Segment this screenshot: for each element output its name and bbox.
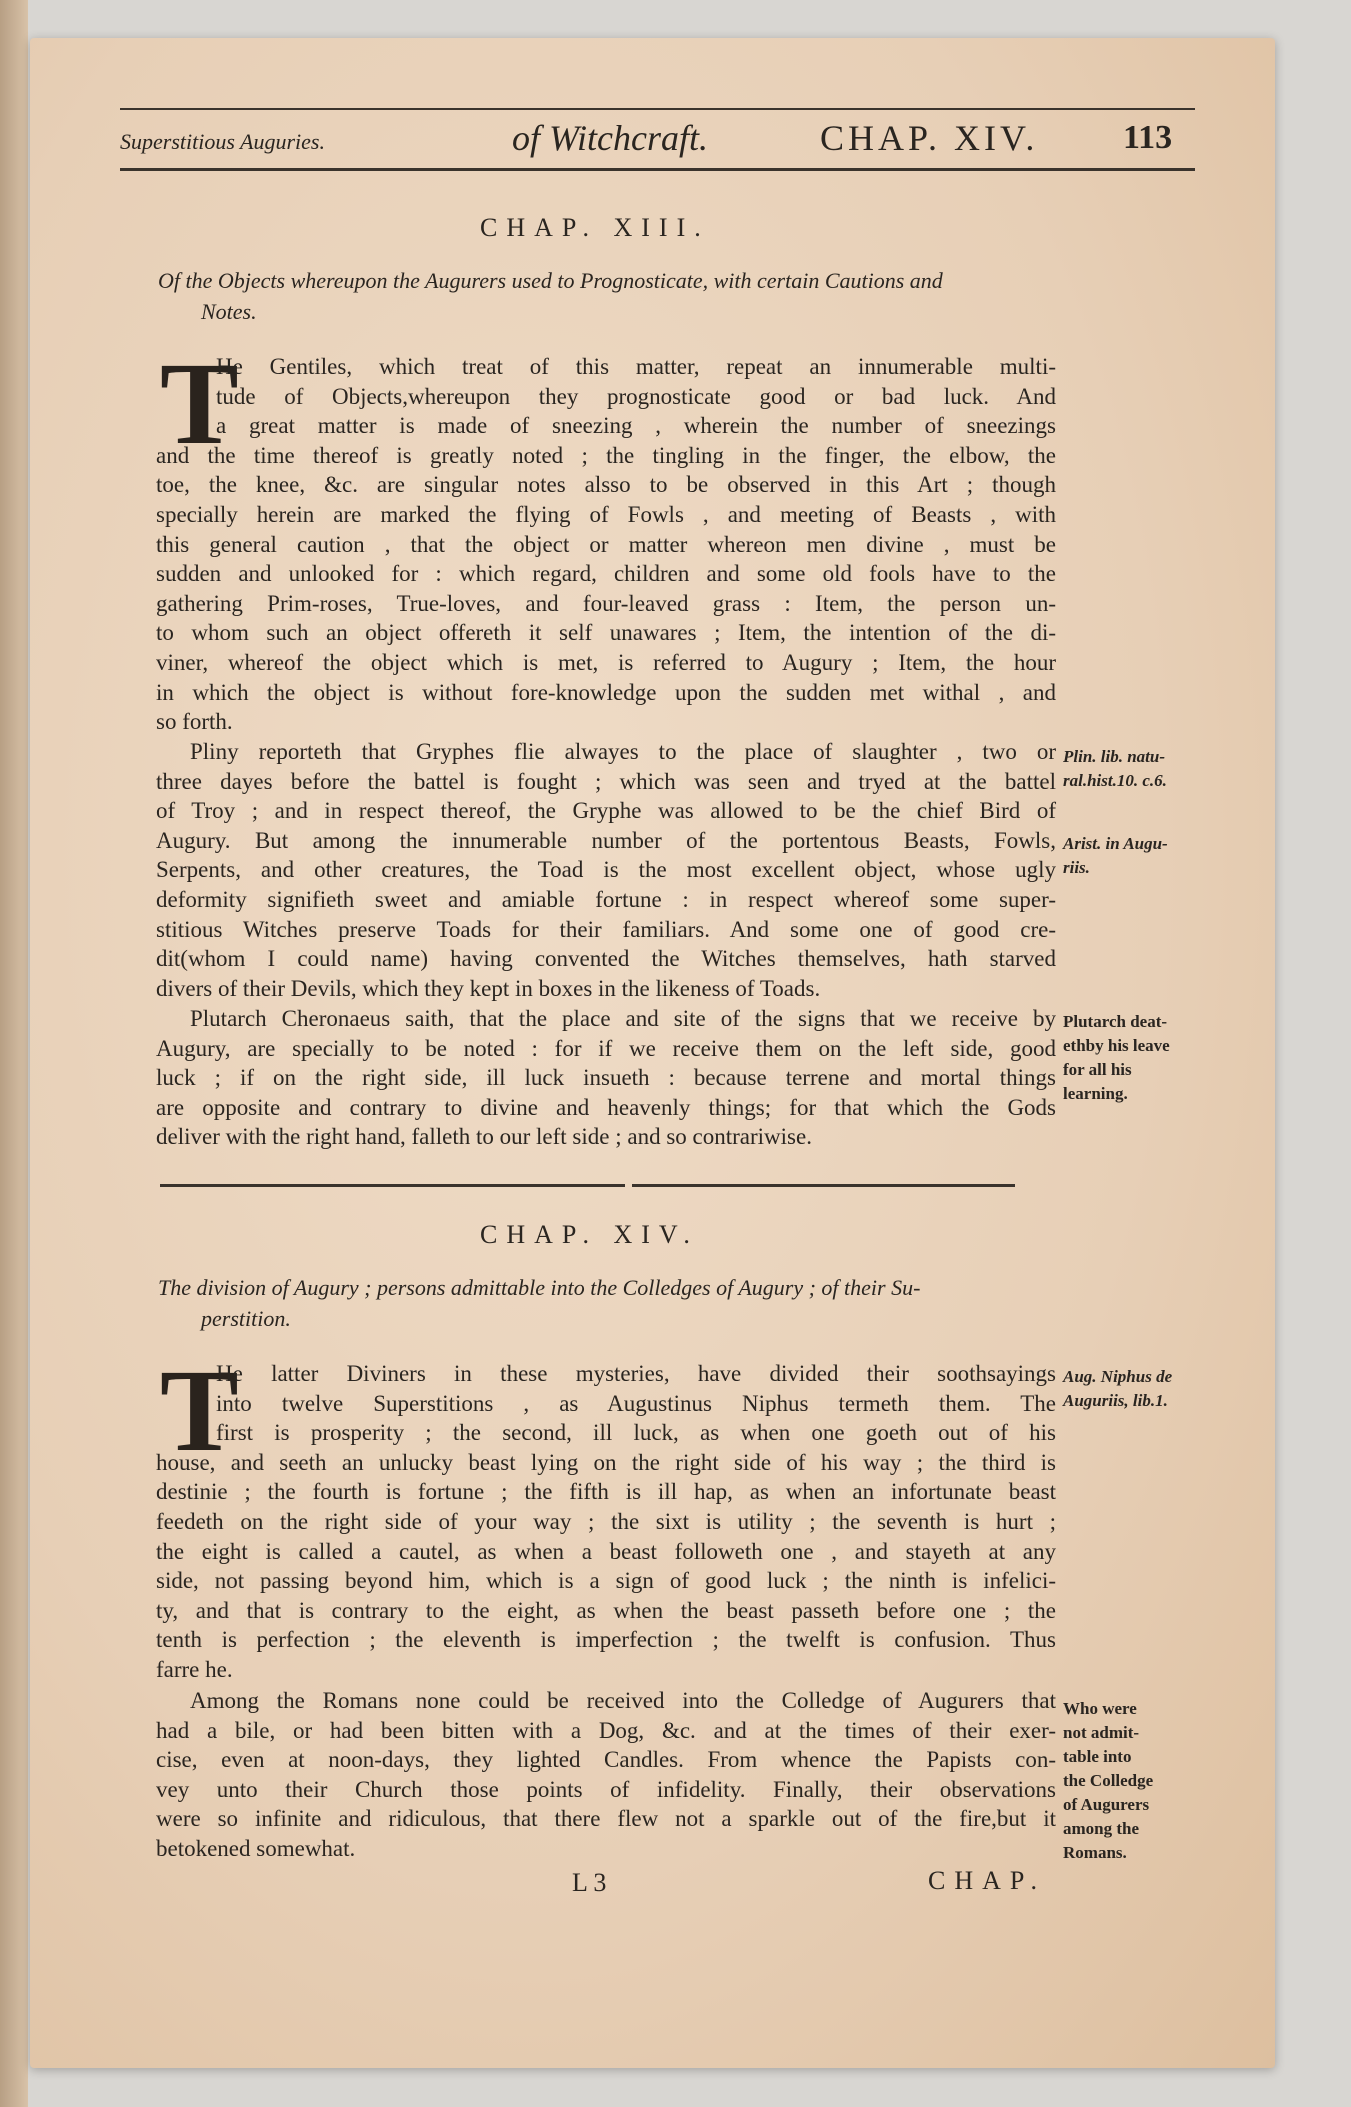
text-line: He latter Diviners in these mysteries, have divided their soothsayings xyxy=(216,1361,1056,1386)
text-line: stitious Witches preserve Toads for their familiars. And some one of good cre- xyxy=(156,916,1056,942)
margin-note-line: Aug. Niphus de xyxy=(1063,1367,1173,1386)
adjacent-page-edge xyxy=(0,0,28,2107)
text-line: deformity signifieth sweet and amiable fortune : in respect whereof some super- xyxy=(156,886,1056,912)
text-line: a great matter is made of sneezing , wherein the number of sneezings xyxy=(216,413,1056,439)
section-divider xyxy=(632,1184,1015,1187)
text-line: luck ; if on the right side, ill luck insueth : because terrene and mortal things xyxy=(156,1065,1056,1091)
chapter-13-title: CHAP. XIII. xyxy=(480,213,710,242)
section-divider xyxy=(160,1184,625,1187)
margin-note-line: riis. xyxy=(1063,858,1090,877)
text-line: farre he. xyxy=(156,1656,233,1682)
summary-line: The division of Augury ; persons admittable into the Colledges of Augury ; of their Su- xyxy=(158,1275,921,1300)
margin-note-line: learning. xyxy=(1063,1084,1128,1103)
signature-mark: L 3 xyxy=(572,1868,607,1897)
summary-line: Notes. xyxy=(201,299,257,324)
chapter-14-paragraph-1 xyxy=(156,1359,1056,1685)
text-line: and the time thereof is greatly noted ; the tingling in the finger, the elbow, the xyxy=(156,442,1056,468)
text-line: tude of Objects,whereupon they prognosticate good or bad luck. And xyxy=(216,383,1056,409)
text-line: destinie ; the fourth is fortune ; the fifth is ill hap, as when an infortunate beast xyxy=(156,1479,1056,1505)
text-line: this general caution , that the object or matter whereon men divine , must be xyxy=(156,531,1056,557)
margin-note-line: Auguriis, lib.1. xyxy=(1063,1391,1168,1410)
text-line: sudden and unlooked for : which regard, children and some old fools have to the xyxy=(156,561,1056,587)
text-line: viner, whereof the object which is met, is referred to Augury ; Item, the hour xyxy=(156,649,1056,675)
margin-note-line: for all his xyxy=(1063,1060,1132,1079)
margin-note-line: Who were xyxy=(1063,1699,1137,1718)
text-line: into twelve Superstitions , as Augustinus Niphus termeth them. The xyxy=(216,1390,1056,1416)
margin-note-pliny xyxy=(1063,745,1213,793)
text-line: were so infinite and ridiculous, that there flew not a sparkle out of the fire,but it xyxy=(156,1806,1056,1832)
chapter-13-paragraph-2 xyxy=(156,737,1056,1003)
text-line: side, not passing beyond him, which is a sign of good luck ; the ninth is infelici- xyxy=(156,1568,1056,1594)
text-line: deliver with the right hand, falleth to our left side ; and so contrariwise. xyxy=(156,1124,812,1150)
chapter-13-paragraph-3 xyxy=(156,1004,1056,1152)
text-line: Serpents, and other creatures, the Toad is the most excellent object, whose ugly xyxy=(156,857,1056,883)
text-line: gathering Prim-roses, True-loves, and four-leaved grass : Item, the person un- xyxy=(156,590,1056,616)
catchword: CHAP. xyxy=(928,1866,1046,1895)
text-line: specially herein are marked the flying of Fowls , and meeting of Beasts , with xyxy=(156,501,1056,527)
margin-note-line: among the xyxy=(1063,1819,1140,1838)
text-line: feedeth on the right side of your way ; the sixt is utility ; the seventh is hurt ; xyxy=(156,1508,1056,1534)
text-line: Plutarch Cheronaeus saith, that the place and site of the signs that we receive by xyxy=(190,1006,1056,1031)
text-line: so forth. xyxy=(156,709,233,735)
chapter-13-paragraph-1 xyxy=(156,352,1056,737)
margin-note-aristotle xyxy=(1063,832,1213,880)
text-line: house, and seeth an unlucky beast lying on the right side of his way ; the third is xyxy=(156,1449,1056,1475)
chapter-14-summary xyxy=(158,1272,1053,1334)
text-line: He Gentiles, which treat of this matter, repeat an innumerable multi- xyxy=(216,354,1056,379)
running-title: Superstitious Auguries. xyxy=(120,129,325,154)
text-line: in which the object is without fore-knowledge upon the sudden met withal , and xyxy=(156,679,1056,705)
summary-line: Of the Objects whereupon the Augurers used to Prognosticate, with certain Cautions and xyxy=(158,268,943,293)
page-number: 113 xyxy=(1123,119,1173,156)
header-rule-bottom xyxy=(120,168,1195,171)
margin-note-line: Plin. lib. natu- xyxy=(1063,747,1166,766)
text-line: ty, and that is contrary to the eight, as when the beast passeth before one ; the xyxy=(156,1597,1056,1623)
drop-cap: T xyxy=(160,1345,239,1476)
margin-note-line: of Augurers xyxy=(1063,1795,1150,1814)
margin-note-romans xyxy=(1063,1697,1213,1865)
chapter-14-paragraph-2 xyxy=(156,1686,1056,1864)
margin-note-line: Romans. xyxy=(1063,1843,1127,1862)
header-rule-top xyxy=(120,108,1195,110)
chapter-14-title: CHAP. XIV. xyxy=(480,1220,699,1249)
text-line: are opposite and contrary to divine and heavenly things; for that which the Gods xyxy=(156,1094,1056,1120)
text-line: Among the Romans none could be received into the Colledge of Augurers that xyxy=(190,1688,1056,1713)
text-line: toe, the knee, &c. are singular notes alsso to be observed in this Art ; though xyxy=(156,472,1056,498)
text-line: had a bile, or had been bitten with a Dog, &c. and at the times of their exer- xyxy=(156,1717,1056,1743)
margin-note-plutarch xyxy=(1063,1010,1213,1106)
header-chapter: CHAP. XIV. xyxy=(820,118,1039,158)
text-line: first is prosperity ; the second, ill luck, as when one goeth out of his xyxy=(216,1420,1056,1446)
text-line: Augury, are specially to be noted : for if we receive them on the left side, good xyxy=(156,1035,1056,1061)
text-line: three dayes before the battel is fought ; which was seen and tryed at the battel xyxy=(156,768,1056,794)
margin-note-line: the Colledge xyxy=(1063,1771,1154,1790)
text-line: dit(whom I could name) having convented the Witches themselves, hath starved xyxy=(156,946,1056,972)
text-line: Pliny reporteth that Gryphes flie alwayes to the place of slaughter , two or xyxy=(190,739,1056,764)
margin-note-line: ral.hist.10. c.6. xyxy=(1063,771,1167,790)
text-line: of Troy ; and in respect thereof, the Gryphe was allowed to be the chief Bird of xyxy=(156,798,1056,824)
margin-note-line: not admit- xyxy=(1063,1723,1140,1742)
text-line: vey unto their Church those points of infidelity. Finally, their observations xyxy=(156,1776,1056,1802)
margin-note-niphus xyxy=(1063,1365,1213,1413)
text-line: cise, even at noon-days, they lighted Candles. From whence the Papists con- xyxy=(156,1747,1056,1773)
chapter-13-summary xyxy=(158,265,1053,327)
margin-note-line: Arist. in Augu- xyxy=(1063,834,1168,853)
text-line: divers of their Devils, which they kept in boxes in the likeness of Toads. xyxy=(156,975,821,1001)
margin-note-line: ethby his leave xyxy=(1063,1036,1170,1055)
drop-cap: T xyxy=(160,338,239,469)
text-line: to whom such an object offereth it self unawares ; Item, the intention of the di- xyxy=(156,620,1056,646)
text-line: tenth is perfection ; the eleventh is imperfection ; the twelft is confusion. Thus xyxy=(156,1627,1056,1653)
book-title: of Witchcraft. xyxy=(512,118,708,158)
margin-note-line: table into xyxy=(1063,1747,1132,1766)
text-line: Augury. But among the innumerable number of the portentous Beasts, Fowls, xyxy=(156,827,1056,853)
margin-note-line: Plutarch deat- xyxy=(1063,1012,1168,1031)
text-line: the eight is called a cautel, as when a beast followeth one , and stayeth at any xyxy=(156,1538,1056,1564)
text-line: betokened somewhat. xyxy=(156,1835,356,1861)
summary-line: perstition. xyxy=(201,1306,291,1331)
running-header xyxy=(120,115,1195,165)
